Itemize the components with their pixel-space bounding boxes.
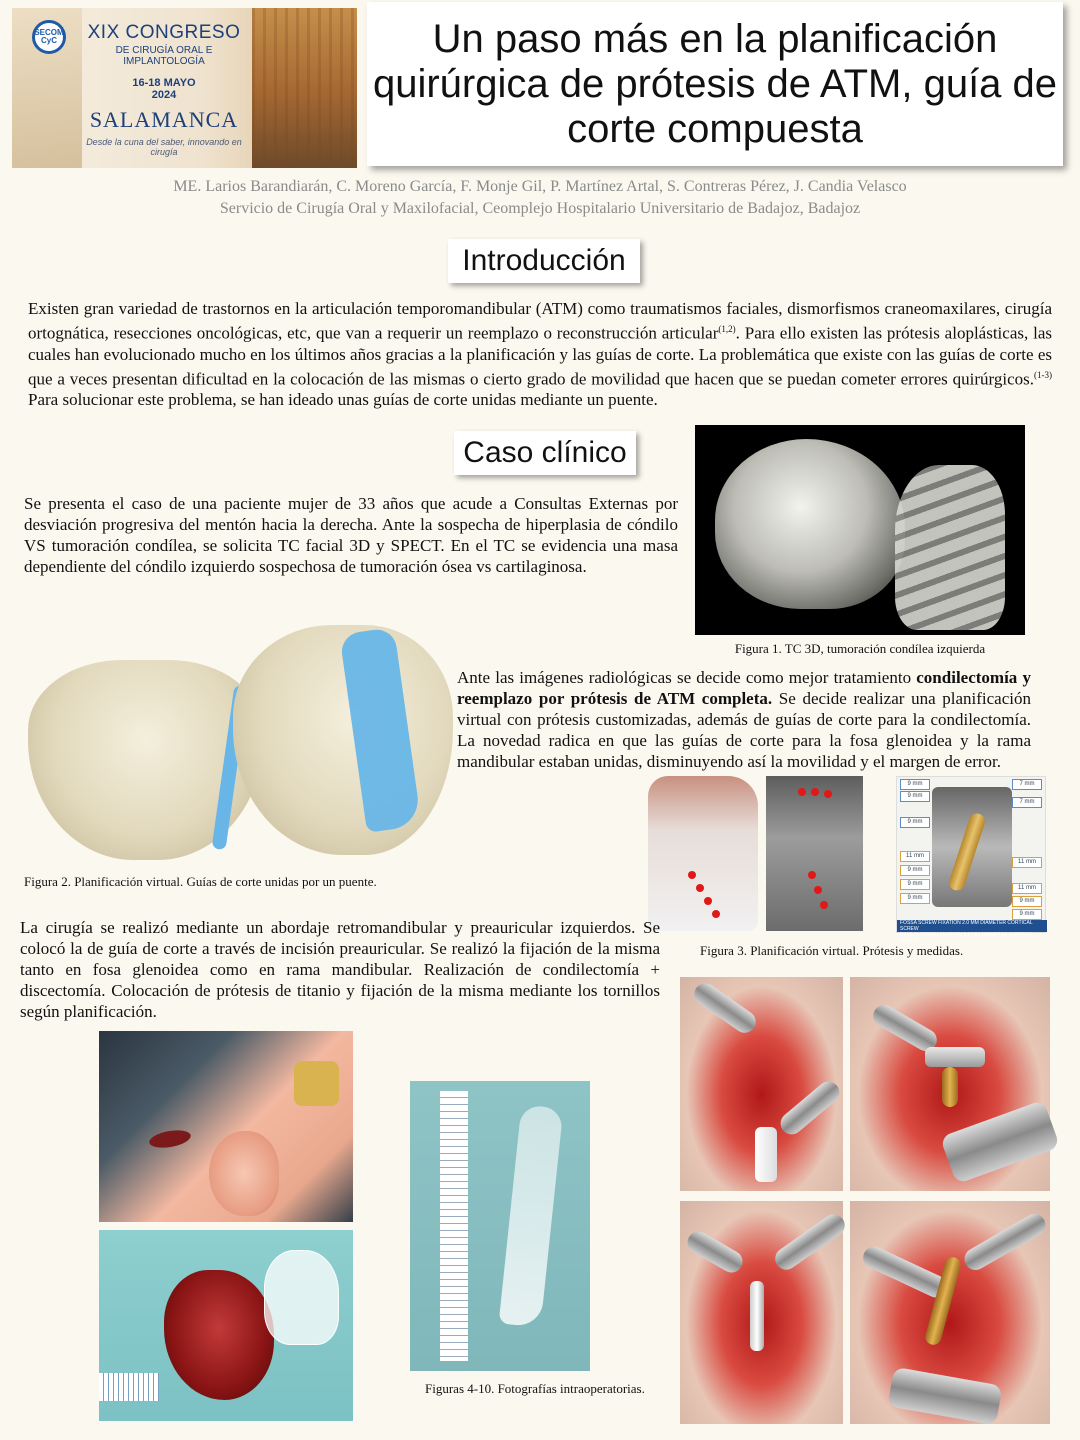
intro-text-b: . Para ello existen las prótesis aloplásticas, las cuales han evolucionado mucho en los últimos años gracias a la planificación y las guías de corte. La problemática que existe con las guías de corte es que a veces presentan dificultad en la colocación de las mismas o cierto grado de movilidad que hacen que se puedan cometer errores quirúrgicos.: [28, 323, 1052, 389]
prosthesis-model-b: [766, 776, 863, 931]
photo-detail: [99, 1373, 159, 1401]
photo-detail: [148, 1127, 192, 1150]
screw-marker: [696, 884, 704, 892]
congress-name: XIX CONGRESO: [87, 22, 241, 43]
photo-detail: [776, 1077, 844, 1139]
photo-detail: [940, 1100, 1060, 1185]
figure-2-caption: Figura 2. Planificación virtual. Guías de corte unidas por un puente.: [24, 874, 377, 889]
poster-title-box: [367, 2, 1063, 166]
photo-detail: [264, 1250, 339, 1345]
figure-3-prosthesis-measures: [896, 776, 1046, 944]
photo-detail: [750, 1281, 764, 1351]
photo-detail: [440, 1091, 468, 1361]
photo-detail: [164, 1270, 274, 1400]
screw-marker: [798, 788, 806, 796]
measure-label: 11 mm: [900, 851, 930, 862]
measure-label: 9 mm: [900, 865, 930, 876]
painting-illustration: [252, 8, 357, 168]
treatment-text-b: Se decide realizar una planificación virtual con prótesis customizadas, además de guías de corte para la condilectomía. La novedad radica en que las guías de corte para la fosa glenoidea y la rama mandibular estaban unidas, disminuyendo así la movilidad y el margen de error.: [457, 689, 1031, 771]
measure-label: 9 mm: [1012, 896, 1042, 907]
photo-intraoperative-2: [850, 977, 1050, 1191]
photo-detail: [925, 1047, 985, 1067]
congress-motto: Desde la cuna del saber, innovando en cirugía: [86, 137, 242, 157]
intro-heading: Introducción: [448, 239, 640, 283]
treatment-paragraph: [457, 667, 1031, 772]
screw-marker: [820, 901, 828, 909]
measure-label: 9 mm: [900, 893, 930, 904]
measure-label: 9 mm: [900, 817, 930, 828]
figure-3-caption: Figura 3. Planificación virtual. Prótesis y medidas.: [700, 943, 964, 958]
case-paragraph: Se presenta el caso de una paciente mujer de 33 años que acude a Consultas Externas por desviación progresiva del mentón hacia la derecha. Ante la sospecha de hiperplasia de cóndilo VS tumoración condílea, se solicita TC facial 3D y SPECT. En el TC se evidencia una masa dependiente del cóndilo izquierdo sospechosa de tumoración ósea vs cartilaginosa.: [24, 494, 678, 576]
photo-detail: [690, 979, 760, 1037]
screw-marker: [814, 886, 822, 894]
congress-subtitle: DE CIRUGÍA ORAL E IMPLANTOLOGÍA: [115, 45, 213, 67]
congress-dates: 16-18 MAYO: [132, 77, 196, 89]
figure-2-virtual-planning: [18, 615, 448, 865]
photo-detail: [209, 1131, 279, 1216]
screw-legend: [897, 920, 1047, 944]
screw-marker: [808, 871, 816, 879]
measure-label: 7 mm: [1012, 779, 1042, 790]
authors-block: [0, 176, 1080, 220]
photo-intraoperative-4: [850, 1201, 1050, 1424]
photo-intraoperative-1: [680, 977, 843, 1191]
figure-1-caption: Figura 1. TC 3D, tumoración condílea izquierda: [734, 641, 986, 656]
screw-marker: [712, 910, 720, 918]
fossa-screw-legend: FOSSA SCREW FIXATION 2.0 MM DIAMETER CORTICAL SCREW: [900, 920, 1033, 932]
photo-detail: [961, 1210, 1050, 1274]
ramus-screw-legend: RAMUS SCREW FIXATION 2.0 MM DIAMETER CORTICAL SCREW: [900, 932, 1034, 944]
screw-marker: [704, 897, 712, 905]
photo-cutting-guide: [410, 1081, 590, 1371]
congress-title: [74, 22, 254, 157]
congress-city: SALAMANCA: [89, 107, 239, 132]
screw-marker: [824, 790, 832, 798]
figures-4-10-caption: Figuras 4-10. Fotografías intraoperatorias.: [425, 1381, 645, 1396]
photo-detail: [499, 1104, 564, 1327]
congress-banner: [12, 8, 357, 168]
photo-detail: [942, 1067, 958, 1107]
treatment-bold: condilectomía y reemplazo por prótesis de ATM completa.: [457, 668, 1031, 708]
congress-year: 2024: [151, 89, 177, 101]
photo-detail: [294, 1061, 339, 1106]
affiliation: Servicio de Cirugía Oral y Maxilofacial, Ceomplejo Hospitalario Universitario de Badajoz, Badajoz: [219, 200, 861, 217]
photo-detail: [755, 1127, 777, 1182]
intro-text-a: Existen gran variedad de trastornos en la articulación temporomandibular (ATM) como traumatismos faciales, dismorfismos craneomaxilares, cirugía ortognática, resecciones oncológicas, etc, que van a requerir un reemplazo o reconstrucción articular: [28, 299, 1052, 343]
photo-intraoperative-3: [680, 1201, 843, 1424]
figure-3-prosthesis-planning: [648, 776, 863, 931]
case-heading: Caso clínico: [454, 431, 636, 475]
measure-label: 9 mm: [900, 779, 930, 790]
surgery-paragraph: La cirugía se realizó mediante un abordaje retromandibular y preauricular izquierdos. Se colocó la de guía de corte a través de incisión preauricular. Se realizó la fijación de la misma tanto en fosa glenoidea como en rama mandibular. Realización de condilectomía + discectomía. Colocación de prótesis de titanio y fijación de la misma mediante los tornillos según planificación.: [20, 918, 660, 1021]
figure-1-ct-image: [695, 425, 1025, 635]
intro-ref-b: (1-3): [1034, 369, 1052, 380]
photo-detail: [771, 1210, 849, 1274]
photo-detail: [684, 1227, 747, 1276]
intro-paragraph: [28, 298, 1052, 410]
measure-label: 9 mm: [900, 879, 930, 890]
ct-skull: [715, 439, 905, 609]
photo-resected-condyle: [99, 1230, 353, 1421]
photo-detail: [887, 1367, 1002, 1425]
intro-text-c: Para solucionar este problema, se han ideado unas guías de corte unidas mediante un puente.: [28, 390, 658, 410]
screw-marker: [811, 788, 819, 796]
photo-detail: [924, 1255, 963, 1346]
intro-ref-a: (1,2): [718, 324, 736, 334]
measure-label: 7 mm: [1012, 797, 1042, 808]
measure-label: 11 mm: [1012, 883, 1042, 894]
screw-marker: [688, 871, 696, 879]
ct-spine: [895, 465, 1005, 630]
poster-title: Un paso más en la planificación quirúrgica de prótesis de ATM, guía de corte compuesta: [372, 16, 1058, 151]
measure-label: 9 mm: [1012, 909, 1042, 920]
prosthesis-model-a: [648, 776, 758, 931]
author-list: ME. Larios Barandiarán, C. Moreno García, F. Monje Gil, P. Martínez Artal, S. Contreras Pérez, J. Candia Velasco: [173, 178, 907, 195]
measure-label: 9 mm: [900, 791, 930, 802]
photo-preauricular-incision: [99, 1031, 353, 1222]
secom-logo: SECOM CyC: [32, 20, 66, 54]
measure-label: 11 mm: [1012, 857, 1042, 868]
treatment-text-a: Ante las imágenes radiológicas se decide como mejor tratamiento: [457, 668, 917, 687]
